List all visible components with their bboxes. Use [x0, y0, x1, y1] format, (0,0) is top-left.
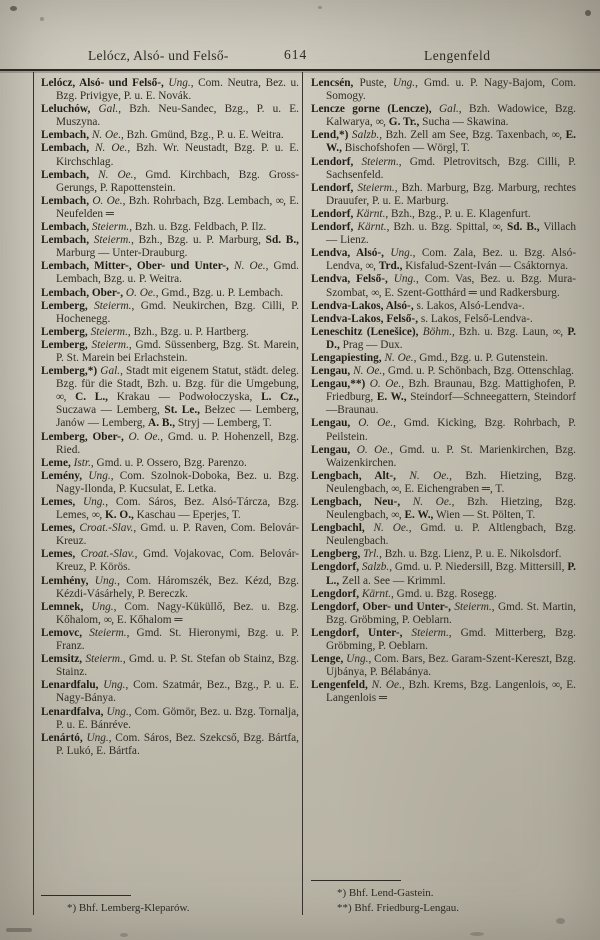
entry-text: , Bzh. Krems, Bzg. Langenlois,: [401, 679, 553, 692]
entry-text: Bełzec — Lemberg, Janów — Lemberg,: [56, 404, 299, 430]
region-abbrev: Steierm.: [82, 626, 127, 639]
entry-text: , Gmd. Neukirchen, Bzg. Cilli, P. Hochenegg.: [56, 299, 299, 325]
entry-headword: Lencze gorne (Lencze),: [311, 103, 432, 116]
gazetteer-entry: [41, 77, 299, 103]
entry-text: , Gmd. Pletrovitsch, Bzg. Cilli, P. Sachsenfeld.: [326, 155, 576, 181]
entry-headword: Lengenfeld,: [311, 679, 368, 692]
gazetteer-entry: [311, 103, 576, 129]
entry-headword: Lemberg,: [41, 338, 88, 351]
entry-headword: Lemberg, Ober-,: [41, 430, 124, 443]
gazetteer-entry: [41, 195, 299, 221]
entry-headword: E. W.,: [376, 391, 407, 404]
entry-text: , Com. Nagy-Küküllő, Bez. u. Bzg. Kőhalom,: [56, 600, 299, 626]
region-abbrev: Ung.: [82, 731, 109, 744]
entry-headword: Lemberg,*): [41, 365, 98, 378]
entry-text: Bischofshofen — Wörgl, T.: [341, 142, 470, 155]
entry-text: , Gmd., Bzg. u. P. Lembach.: [155, 286, 284, 299]
entry-headword: Lengbachl,: [311, 522, 365, 535]
entry-text: ,: [559, 129, 566, 142]
entry-headword: Lengbach, Neu-,: [311, 496, 401, 508]
entry-text: ,: [63, 391, 76, 404]
entry-headword: Lembach,: [41, 234, 90, 247]
footnote: *) Bhf. Lend-Gastein.: [337, 887, 434, 899]
gazetteer-entry: [41, 339, 299, 365]
entry-headword: Lemberg,: [41, 299, 88, 312]
entry-headword: Lengapiesting,: [311, 351, 382, 364]
entry-headword: Lembach, Ober-,: [41, 286, 124, 299]
footnote-separator: [311, 880, 401, 881]
entry-text: , Bzh. Rohrbach, Bzg. Lembach,: [122, 194, 276, 207]
entry-headword: Lembach,: [41, 221, 90, 234]
entry-text: , Com. Bars, Bez. Garam-Szent-Kereszt, Bzg. Ujbánya, P. Bélabánya.: [326, 653, 576, 679]
gazetteer-entry: [41, 431, 299, 457]
gazetteer-entry: [41, 575, 299, 601]
region-abbrev: Böhm.: [418, 325, 452, 338]
entry-text: , E. Eichengraben ═, T.: [398, 482, 505, 495]
scan-artifact: [556, 918, 565, 924]
region-abbrev: Steierm.: [89, 234, 132, 247]
entry-headword: Lendorf,: [311, 221, 354, 234]
gazetteer-entry: [311, 365, 576, 378]
entry-text: Prag — Dux.: [339, 338, 403, 351]
scan-artifact: [10, 6, 17, 11]
region-abbrev: O. Oe.: [123, 286, 156, 299]
page-number: 614: [284, 47, 308, 62]
entry-text: , Bzh. u. Bzg. Laun,: [451, 325, 553, 338]
gazetteer-entry: [311, 221, 576, 247]
gazetteer-entry: [41, 470, 299, 496]
entry-text: ,: [398, 509, 405, 522]
entry-text: s. Lakos, Alsó-Lendva-.: [413, 299, 525, 312]
entry-headword: Lencsén,: [311, 77, 354, 89]
column-entries: [41, 77, 299, 758]
region-abbrev: Ung.: [387, 273, 416, 286]
entry-headword: Trd.,: [378, 260, 403, 273]
entry-text: , E. Szent-Gotthárd ═ und Radkersburg.: [378, 286, 560, 299]
gazetteer-entry: [41, 234, 299, 260]
entry-headword: G. Tr.,: [388, 116, 420, 129]
region-abbrev: Steierm.: [82, 653, 123, 666]
region-abbrev: N. Oe.: [350, 365, 383, 378]
entry-headword: K. O.,: [104, 509, 134, 522]
gazetteer-entry: [311, 208, 576, 221]
region-abbrev: Ung.: [75, 496, 106, 508]
posthorn-symbol: ∞: [391, 482, 399, 495]
entry-headword: Lengau,: [311, 443, 351, 456]
posthorn-symbol: ∞: [552, 679, 560, 692]
entry-text: Kisfalud-Szent-Iván — Csáktornya.: [402, 260, 569, 273]
gazetteer-entry: [41, 129, 299, 142]
entry-text: , Gmd. Vojakovac, Com. Belovár-Kreuz, P. Körös.: [56, 548, 299, 574]
region-abbrev: Ung.: [88, 574, 118, 587]
posthorn-symbol: ∞: [391, 509, 399, 522]
entry-headword: Lelócz, Alsó- und Felső-,: [41, 77, 164, 89]
entry-text: , Com. Vas, Bez. u. Bzg. Mura-Szombat,: [326, 273, 576, 299]
region-abbrev: Steierm.: [402, 626, 449, 639]
region-abbrev: Kärnt.: [359, 587, 392, 600]
footnote: **) Bhf. Friedburg-Lengau.: [337, 901, 459, 914]
entry-text: , Gmd. u. P. Niedersill, Bzg. Mittersill,: [389, 561, 568, 574]
scan-artifact: [585, 10, 591, 16]
gazetteer-entry: [41, 365, 299, 430]
region-abbrev: Ung.: [343, 653, 369, 666]
entry-text: , Gmd. Kirchbach, Bzg. Gross-Gerungs, P. Rapottenstein.: [56, 168, 299, 194]
gazetteer-entry: [41, 287, 299, 300]
entry-text: , Gmd., Bzg. u. P. Gutenstein.: [413, 351, 548, 364]
entry-headword: Lendorf,: [311, 155, 354, 168]
region-abbrev: O. Oe.: [350, 443, 391, 456]
gazetteer-entry: [41, 732, 299, 758]
entry-headword: Lemhény,: [41, 574, 89, 587]
entry-text: , Gmd. St. Hieronymi, Bzg. u. P. Franz.: [56, 626, 299, 653]
scan-artifact: [40, 17, 44, 21]
entry-headword: St. Le.,: [164, 404, 200, 417]
gazetteer-entry: [311, 182, 576, 208]
region-abbrev: N. Oe.: [89, 142, 128, 155]
entry-text: , Bzh. Gmünd, Bzg., P. u. E. Weitra.: [121, 129, 284, 142]
entry-headword: Lembach,: [41, 129, 90, 142]
entry-text: , Bzh. u. Bzg. Feldbach, P. Ilz.: [129, 221, 267, 234]
posthorn-symbol: ∞: [371, 286, 379, 299]
region-abbrev: O. Oe.: [89, 194, 123, 207]
entry-headword: Lemény,: [41, 469, 83, 482]
entry-text: , Com. Szolnok-Doboka, Bez. u. Bzg. Nagy-Ilonda, P. Kucsulat, E. Letka.: [56, 469, 299, 495]
region-abbrev: Gal.: [90, 103, 119, 116]
footnote: *) Bhf. Lemberg-Kleparów.: [67, 901, 190, 914]
running-head-right: Lengenfeld: [424, 48, 491, 63]
entry-text: Puste,: [353, 77, 393, 89]
entry-text: Krakau — Podwołoczyska,: [107, 391, 262, 404]
region-abbrev: N. Oe.: [228, 260, 266, 273]
entry-text: , Bzh. Hietzing, Bzg. Neulengbach,: [326, 469, 576, 495]
region-abbrev: Ung.: [103, 705, 129, 718]
entry-headword: Lengau,: [311, 365, 351, 378]
entry-headword: C. L.,: [75, 391, 108, 404]
region-abbrev: Steierm.: [450, 600, 492, 613]
scan-artifact: [6, 928, 32, 932]
entry-headword: Lengdorf, Unter-,: [311, 626, 403, 639]
gazetteer-entry: [311, 352, 576, 365]
entry-headword: Lenártó,: [41, 731, 83, 744]
entry-headword: Leme,: [41, 456, 71, 469]
entry-headword: Sd. B.,: [265, 234, 299, 247]
entry-text: , Com. Zala, Bez. u. Bzg. Alsó-Lendva,: [326, 247, 576, 273]
entry-text: , Com. Gömör, Bez. u. Bzg. Tornalja, P. u. E. Bánréve.: [56, 705, 299, 731]
entry-text: , Bzh., Bzg. u. P. Hartberg.: [127, 325, 249, 338]
entry-text: , E. Langenlois ═: [326, 679, 577, 705]
left-footnote-block: [41, 895, 299, 916]
region-abbrev: Kärnt.: [353, 207, 386, 220]
gazetteer-entry: [41, 260, 299, 286]
entry-text: , Gmd. St. Martin, Bzg. Gröbming, P. Oeblarn.: [326, 600, 577, 626]
entry-text: , Gmd. Kicking, Bzg. Rohrbach, P. Peilstein.: [326, 417, 576, 443]
region-abbrev: Croat.-Slav.: [75, 522, 134, 535]
footnote-separator: [41, 895, 131, 896]
entry-text: , Bzh. u. Bzg. Lienz, P. u. E. Nikolsdorf.: [379, 548, 562, 561]
gazetteer-entry: [41, 706, 299, 732]
entry-headword: Lembach,: [41, 194, 90, 207]
column-entries: [311, 77, 576, 706]
entry-text: , Bzh. Braunau, Bzg. Mattighofen, P. Friedburg,: [326, 378, 576, 404]
entry-text: Stryj — Lemberg, T.: [175, 417, 272, 430]
posthorn-symbol: ∞: [492, 221, 501, 234]
entry-text: , Bzh. Wadowice, Bzg. Kalwarya,: [326, 103, 576, 129]
entry-headword: Lendorf,: [311, 181, 354, 194]
entry-text: Steindorf—Schneegattern, Steindorf—Braunau.: [326, 391, 577, 417]
entry-headword: L. Cz.,: [261, 391, 299, 404]
region-abbrev: Salzb.: [348, 129, 380, 142]
region-abbrev: Steierm.: [87, 299, 132, 312]
entry-headword: Lemnek,: [41, 600, 84, 613]
entry-text: Kaschau — Eperjes, T.: [133, 509, 241, 522]
gazetteer-entry: [311, 601, 576, 627]
entry-headword: Lenge,: [311, 653, 344, 666]
gazetteer-entry: [41, 457, 299, 470]
entry-text: , Bzh. Wr. Neustadt, Bzg. P. u. E. Kirchschlag.: [56, 142, 299, 168]
entry-text: , E. Neufelden ═: [56, 194, 299, 220]
entry-headword: A. B.,: [148, 417, 176, 430]
gazetteer-entry: [311, 561, 576, 587]
entry-text: ,: [373, 260, 379, 273]
region-abbrev: Salzb.: [359, 561, 390, 574]
entry-text: , Gmd. Süssenberg, Bzg. St. Marein, P. St. Marein bei Erlachstein.: [56, 338, 299, 364]
entry-text: Wien — St. Pölten, T.: [433, 509, 536, 522]
entry-text: , Gmd. u. P. Altlengbach, Bzg. Neulengbach.: [326, 522, 576, 548]
region-abbrev: Ung.: [163, 77, 191, 89]
entry-headword: Leluchów,: [41, 103, 91, 116]
gazetteer-entry: [41, 627, 299, 653]
entry-headword: Lenardfalu,: [41, 679, 99, 692]
entry-text: Zell a. See — Krimml.: [339, 574, 446, 587]
gazetteer-entry: [41, 103, 299, 129]
region-abbrev: N. Oe.: [400, 496, 452, 508]
entry-text: ,: [99, 509, 105, 522]
region-abbrev: Kärnt.: [353, 221, 387, 234]
gazetteer-entry: [311, 273, 576, 299]
entry-text: s. Lakos, Felső-Lendva-.: [418, 312, 533, 325]
entry-text: Marburg — Unter-Drauburg.: [56, 247, 188, 260]
region-abbrev: N. Oe.: [395, 469, 450, 482]
entry-text: , Gmd. u. P. St. Marienkirchen, Bzg. Waizenkirchen.: [326, 443, 576, 469]
entry-text: , Stadt mit eigenem Statut, städt. deleg. Bzg. für die Stadt, Bzh. u. Bzg. für die Umgebung,: [56, 365, 299, 391]
entry-headword: Lengbach, Alt-,: [311, 469, 396, 482]
region-abbrev: Steierm.: [353, 155, 399, 168]
entry-text: , Bzh. Neu-Sandec, Bzg., P. u. E. Muszyna.: [56, 103, 299, 129]
region-abbrev: Trl.: [360, 548, 380, 561]
region-abbrev: Steierm.: [87, 325, 128, 338]
region-abbrev: Ung.: [383, 247, 413, 260]
column-footnotes: [311, 886, 576, 915]
entry-text: , Gmd. u. P. St. Stefan ob Stainz, Bzg. Stainz.: [56, 653, 299, 679]
region-abbrev: Steierm.: [89, 221, 130, 234]
posthorn-symbol: ∞: [103, 613, 112, 626]
gazetteer-entry: [311, 496, 576, 522]
posthorn-symbol: ∞: [275, 194, 284, 207]
region-abbrev: O. Oe.: [123, 430, 161, 443]
gazetteer-entry: [311, 378, 576, 417]
entry-text: , Com. Szatmár, Bez., Bzg., P. u. E. Nagy-Bánya.: [56, 679, 299, 705]
entry-headword: Leneschitz (Lenešice),: [311, 325, 419, 338]
entry-headword: Lenardfalva,: [41, 705, 104, 718]
region-abbrev: Croat.-Slav.: [75, 548, 135, 561]
region-abbrev: O. Oe.: [350, 417, 394, 430]
region-abbrev: N. Oe.: [364, 522, 409, 535]
gazetteer-entry: [311, 313, 576, 326]
posthorn-symbol: ∞: [365, 260, 374, 273]
entry-headword: Lengberg,: [311, 548, 361, 561]
scan-artifact: [318, 6, 322, 9]
entry-headword: Lengau,**): [311, 378, 366, 391]
entry-headword: Lengdorf,: [311, 561, 360, 574]
region-abbrev: N. Oe.: [89, 129, 122, 142]
entry-text: , Gmd. u. P. Nagy-Bajom, Com. Somogy.: [326, 77, 577, 103]
entry-text: , Bzh., Bzg. u. P. Marburg,: [131, 234, 266, 247]
entry-headword: Sd. B.,: [506, 221, 540, 234]
gazetteer-entry: [41, 601, 299, 627]
entry-text: , Bzh. Hietzing, Bzg. Neulengbach,: [326, 496, 576, 522]
entry-headword: Lembach,: [41, 168, 90, 181]
posthorn-symbol: ∞: [551, 129, 560, 142]
gazetteer-entry: [311, 77, 576, 103]
entry-text: , Com. Háromszék, Bez. Kézd, Bzg. Kézdi-Vásárhely, P. Bereczk.: [56, 574, 300, 600]
entry-headword: Lemsitz,: [41, 653, 83, 666]
region-abbrev: Istr.: [70, 456, 91, 469]
gazetteer-entry: [41, 142, 299, 168]
gazetteer-entry: [311, 653, 576, 679]
right-footnote-block: [311, 880, 576, 915]
entry-text: , Gmd. u. Bzg. Rosegg.: [391, 587, 497, 600]
entry-text: Villach — Lienz.: [326, 221, 576, 247]
gazetteer-entry: [311, 326, 576, 352]
entry-headword: Lemovc,: [41, 626, 83, 639]
scan-artifact: [120, 933, 128, 937]
center-column-rule: [302, 72, 303, 915]
scan-artifact: [470, 932, 484, 936]
entry-text: , Bzh., Bzg., P. u. E. Klagenfurt.: [385, 207, 531, 220]
posthorn-symbol: ∞: [552, 325, 561, 338]
entry-headword: Lendva-Lakos, Alsó-,: [311, 299, 414, 312]
gazetteer-entry: [311, 470, 576, 496]
header-rule: [0, 69, 600, 71]
region-abbrev: Steierm.: [353, 181, 395, 194]
entry-text: Sucha — Skawina.: [419, 116, 509, 129]
entry-headword: Lend,*): [311, 129, 349, 142]
region-abbrev: Gal.: [97, 365, 121, 378]
entry-headword: P. D.,: [326, 325, 576, 351]
entry-text: ,: [560, 325, 568, 338]
entry-text: , Com. Sáros, Bez. Alsó-Tárcza, Bzg. Lemes,: [56, 496, 299, 522]
entry-text: , E. Kőhalom ═: [111, 613, 183, 626]
entry-text: , Bzh. u. Bzg. Spittal,: [386, 221, 493, 234]
region-abbrev: Ung.: [98, 679, 126, 692]
entry-text: , Gmd. u. P. Raven, Com. Belovár-Kreuz.: [56, 522, 299, 548]
entry-text: Suczawa — Lemberg,: [56, 404, 165, 417]
gazetteer-entry: [41, 522, 299, 548]
entry-text: , Gmd. Mitterberg, Bzg. Gröbming, P. Oeblarn.: [326, 626, 576, 653]
posthorn-symbol: ∞: [91, 509, 100, 522]
entry-headword: E. W.,: [404, 509, 434, 522]
entry-text: ,: [383, 116, 389, 129]
entry-headword: Lengdorf,: [311, 587, 360, 600]
entry-headword: Lendorf,: [311, 207, 354, 220]
entry-text: , Gmd. u. P. Ossero, Bzg. Parenzo.: [90, 456, 247, 469]
region-abbrev: O. Oe.: [365, 378, 402, 391]
gazetteer-entry: [41, 653, 299, 679]
gazetteer-entry: [41, 326, 299, 339]
gazetteer-entry: [311, 679, 576, 705]
posthorn-symbol: ∞: [375, 116, 384, 129]
gazetteer-entry: [311, 247, 576, 273]
entry-headword: P. L.,: [326, 561, 576, 587]
entry-text: , Gmd. u. P. Hohenzell, Bzg. Ried.: [56, 430, 299, 456]
entry-text: , Gmd. u. P. Schönbach, Bzg. Ottenschlag.: [382, 365, 574, 378]
gazetteer-entry: [41, 221, 299, 234]
entry-headword: Lendva, Alsó-,: [311, 247, 384, 260]
entry-headword: Lemes,: [41, 522, 76, 535]
entry-text: , Bzh. Zell am See, Bzg. Taxenbach,: [379, 129, 552, 142]
gazetteer-entry: [41, 548, 299, 574]
region-abbrev: N. Oe.: [367, 679, 402, 692]
entry-headword: E. W.,: [326, 129, 576, 155]
entry-text: ,: [500, 221, 507, 234]
entry-headword: Lembach, Mitter-, Ober- und Unter-,: [41, 260, 229, 273]
region-abbrev: Steierm.: [87, 338, 129, 351]
entry-headword: Lendva, Felső-,: [311, 273, 388, 286]
region-abbrev: Ung.: [83, 600, 114, 613]
gazetteer-entry: [311, 548, 576, 561]
gazetteer-entry: [41, 300, 299, 326]
gazetteer-entry: [311, 522, 576, 548]
gazetteer-entry: [311, 417, 576, 443]
left-column: [41, 77, 299, 915]
region-abbrev: N. Oe.: [89, 168, 134, 181]
right-column: [311, 77, 576, 915]
entry-text: , Com. Sáros, Bez. Szekcső, Bzg. Bártfa, P. Lukó, E. Bártfa.: [56, 731, 299, 757]
region-abbrev: Ung.: [82, 469, 111, 482]
gazetteer-entry: [41, 679, 299, 705]
region-abbrev: Gal.: [431, 103, 459, 116]
entry-headword: Lengdorf, Ober- und Unter-,: [311, 600, 451, 613]
entry-headword: Lemberg,: [41, 325, 88, 338]
gazetteer-entry: [311, 129, 576, 155]
entry-headword: Lendva-Lakos, Felső-,: [311, 312, 419, 325]
gazetteer-entry: [41, 169, 299, 195]
region-abbrev: Ung.: [392, 77, 416, 89]
posthorn-symbol: ∞: [56, 391, 64, 404]
region-abbrev: N. Oe.: [381, 351, 414, 364]
entry-headword: Lemes,: [41, 496, 76, 508]
gazetteer-entry: [311, 627, 576, 653]
entry-headword: Lemes,: [41, 548, 76, 561]
entry-text: , Bzh. Marburg, Bzg. Marburg, rechtes Drauufer, P. u. E. Marburg.: [326, 181, 576, 207]
entry-headword: Lengau,: [311, 417, 351, 430]
column-footnotes: [41, 901, 299, 916]
entry-headword: Lembach,: [41, 142, 90, 155]
gazetteer-entry: [311, 444, 576, 470]
gazetteer-entry: [311, 588, 576, 601]
left-column-rule: [33, 72, 34, 915]
entry-text: , Com. Neutra, Bez. u. Bzg. Privigye, P. u. E. Novák.: [56, 77, 299, 103]
running-head-left: Lelócz, Alsó- und Felső-: [88, 48, 229, 63]
entry-text: , Gmd. Lembach, Bzg. u. P. Weitra.: [56, 260, 299, 286]
gazetteer-entry: [41, 496, 299, 522]
gazetteer-entry: [311, 156, 576, 182]
gazetteer-entry: [311, 300, 576, 313]
